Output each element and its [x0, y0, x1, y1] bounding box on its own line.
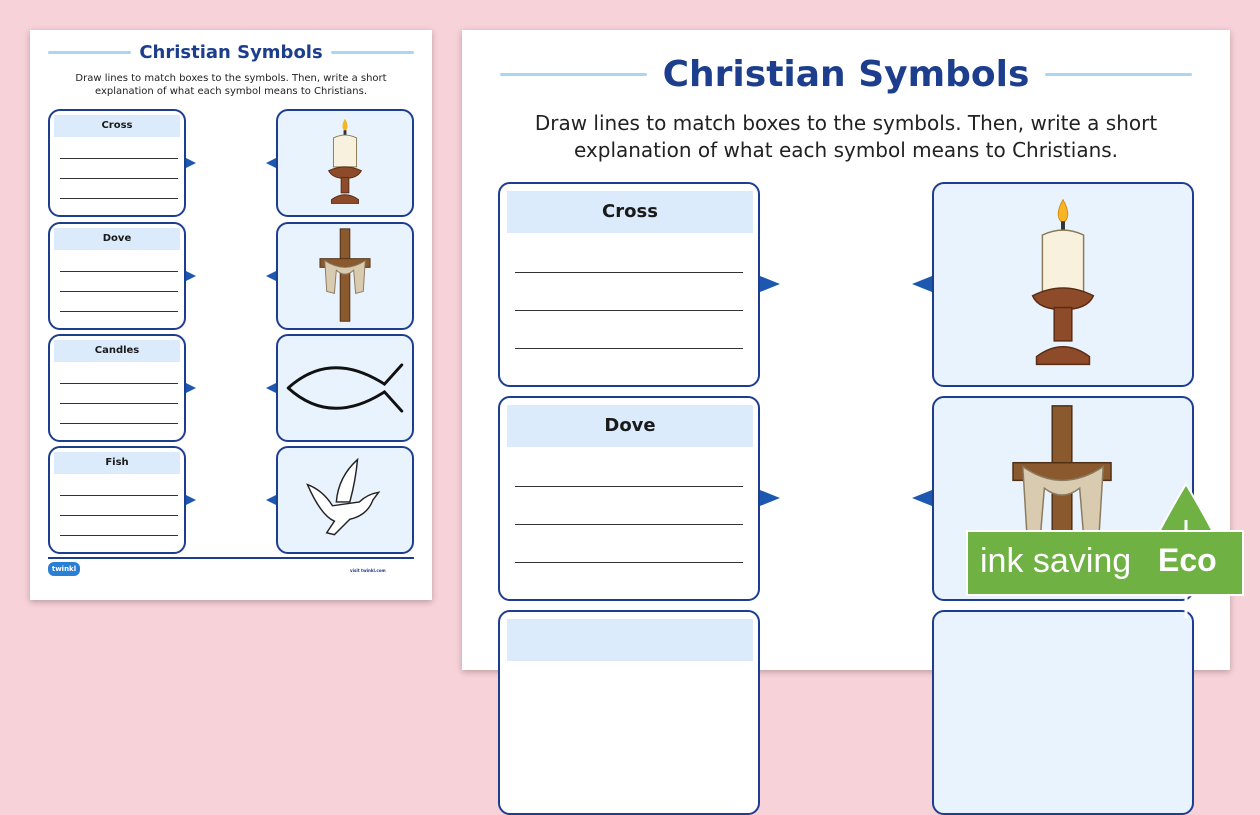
write-line	[515, 486, 743, 487]
arrow-right	[760, 490, 780, 506]
arrow-left	[912, 490, 932, 506]
small-dove-box	[276, 446, 414, 554]
title-rule-right	[1045, 73, 1192, 76]
large-box-label-head	[507, 619, 753, 661]
footer-rule	[48, 557, 414, 559]
dove-icon	[278, 448, 412, 552]
eco-badge: Eco	[1158, 542, 1217, 578]
write-line	[60, 423, 178, 424]
small-instructions-line-1: Draw lines to match boxes to the symbols. Then, write a short	[75, 73, 387, 84]
write-line	[515, 524, 743, 525]
write-line	[60, 495, 178, 496]
visit-link: visit twinkl.com	[350, 568, 386, 573]
small-box-label: Dove	[54, 228, 180, 250]
small-box-label: Fish	[54, 452, 180, 474]
small-box-dove	[48, 222, 186, 330]
small-box-candles	[48, 334, 186, 442]
large-fish-box	[932, 610, 1194, 815]
write-line	[515, 562, 743, 563]
write-line	[515, 272, 743, 273]
write-line	[60, 383, 178, 384]
write-line	[515, 348, 743, 349]
write-line	[60, 271, 178, 272]
write-line	[60, 291, 178, 292]
arrow-right	[186, 383, 196, 393]
title-rule-left	[500, 73, 647, 76]
write-line	[60, 535, 178, 536]
arrow-right	[186, 158, 196, 168]
write-line	[60, 158, 178, 159]
write-line	[60, 515, 178, 516]
arrow-right	[760, 276, 780, 292]
candle-icon	[278, 111, 412, 215]
write-line	[60, 311, 178, 312]
large-title: Christian Symbols	[662, 54, 1030, 95]
arrow-left	[912, 276, 932, 292]
write-line	[60, 403, 178, 404]
small-box-fish	[48, 446, 186, 554]
fish-icon	[278, 336, 412, 440]
large-box-cross	[498, 182, 760, 387]
title-rule-left	[48, 51, 131, 54]
large-candle-box	[932, 182, 1194, 387]
small-title-row	[48, 42, 414, 63]
arrow-right	[186, 495, 196, 505]
large-instructions-line-2: explanation of what each symbol means to Christians.	[573, 138, 1119, 162]
write-line	[515, 310, 743, 311]
small-box-cross	[48, 109, 186, 217]
small-instructions	[40, 72, 422, 98]
arrow-left	[266, 383, 276, 393]
write-line	[60, 178, 178, 179]
write-line	[60, 198, 178, 199]
large-box-label: Dove	[507, 405, 753, 447]
small-box-label: Cross	[54, 115, 180, 137]
large-box-candles	[498, 610, 760, 815]
small-cross-box	[276, 222, 414, 330]
small-box-label: Candles	[54, 340, 180, 362]
small-instructions-line-2: explanation of what each symbol means to Christians.	[94, 86, 368, 97]
small-fish-box	[276, 334, 414, 442]
title-rule-right	[331, 51, 414, 54]
twinkl-logo: twinkl	[48, 562, 80, 576]
large-title-row	[500, 54, 1192, 95]
cross-with-cloth-icon	[278, 224, 412, 328]
candle-icon	[934, 184, 1192, 385]
large-instructions-line-1: Draw lines to match boxes to the symbols. Then, write a short	[534, 111, 1158, 135]
small-candle-box	[276, 109, 414, 217]
arrow-left	[266, 271, 276, 281]
arrow-left	[266, 495, 276, 505]
arrow-left	[266, 158, 276, 168]
large-instructions	[482, 110, 1210, 164]
large-box-dove	[498, 396, 760, 601]
worksheet-preview-small	[30, 30, 432, 600]
large-box-label: Cross	[507, 191, 753, 233]
eco-banner-text: ink saving	[980, 542, 1132, 580]
arrow-right	[186, 271, 196, 281]
small-title: Christian Symbols	[139, 42, 323, 63]
